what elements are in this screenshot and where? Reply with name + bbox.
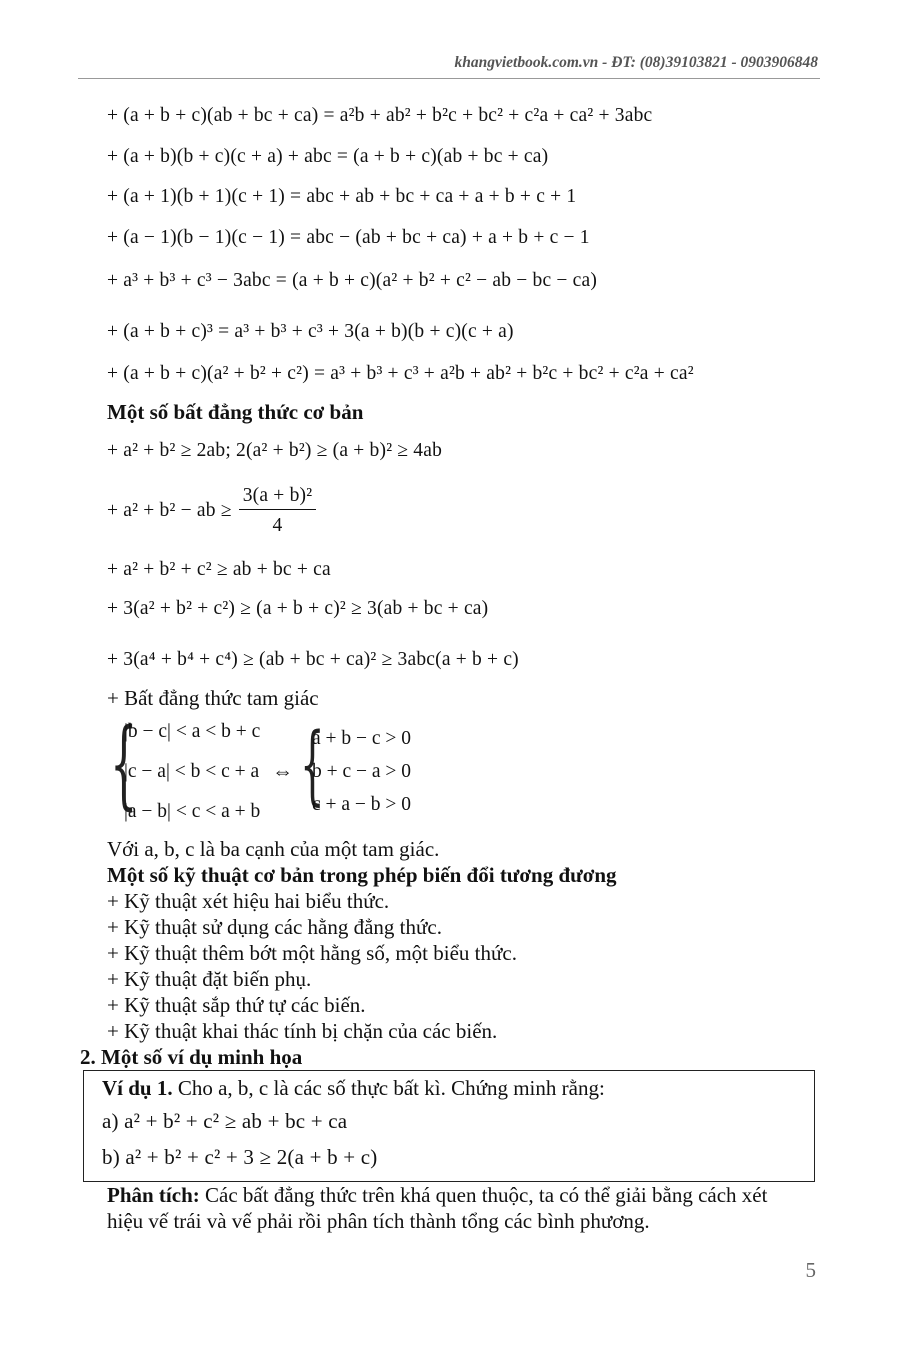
identity-5: + a³ + b³ + c³ − 3abc = (a + b + c)(a² + b² + c² − ab − bc − ca) <box>107 270 598 291</box>
triangle-left-3: |a − b| < c < a + b <box>124 801 261 822</box>
identity-2: + (a + b)(b + c)(c + a) + abc = (a + b + c)(ab + bc + ca) <box>107 146 549 167</box>
inequality-3: + a² + b² + c² ≥ ab + bc + ca <box>107 559 331 580</box>
technique-1: + Kỹ thuật xét hiệu hai biểu thức. <box>107 889 390 913</box>
triangle-right-2: b + c − a > 0 <box>312 761 412 782</box>
inequality-2-lhs: + a² + b² − ab ≥ <box>107 499 232 521</box>
triangle-label: + Bất đẳng thức tam giác <box>107 686 319 710</box>
inequality-4: + 3(a² + b² + c²) ≥ (a + b + c)² ≥ 3(ab + bc + ca) <box>107 598 489 619</box>
example-label: Ví dụ 1. <box>102 1076 173 1100</box>
example-text: Cho a, b, c là các số thực bất kì. Chứng minh rằng: <box>177 1076 605 1100</box>
triangle-left-1: |b − c| < a < b + c <box>124 721 261 742</box>
triangle-left-2: |c − a| < b < c + a <box>124 761 260 782</box>
triangle-right-1: a + b − c > 0 <box>312 728 412 749</box>
technique-6: + Kỹ thuật khai thác tính bị chặn của các biến. <box>107 1019 498 1043</box>
technique-4: + Kỹ thuật đặt biến phụ. <box>107 967 312 991</box>
right-brace: { <box>300 715 325 815</box>
technique-2: + Kỹ thuật sử dụng các hằng đẳng thức. <box>107 915 442 939</box>
identity-6: + (a + b + c)³ = a³ + b³ + c³ + 3(a + b)(b + c)(c + a) <box>107 321 514 342</box>
triangle-note: Với a, b, c là ba cạnh của một tam giác. <box>107 837 440 861</box>
example-part-a: a) a² + b² + c² ≥ ab + bc + ca <box>102 1109 348 1133</box>
page-header: khangvietbook.com.vn - ĐT: (08)39103821 - 0903906848 <box>454 54 818 71</box>
page-number: 5 <box>805 1258 816 1282</box>
identity-3: + (a + 1)(b + 1)(c + 1) = abc + ab + bc + ca + a + b + c + 1 <box>107 186 577 207</box>
analysis-line-2: hiệu vế trái và vế phải rồi phân tích thành tổng các bình phương. <box>107 1209 650 1233</box>
analysis-line-1 <box>107 1185 767 1206</box>
inequality-2-fraction <box>239 486 317 535</box>
fraction-denominator: 4 <box>272 514 283 536</box>
technique-3: + Kỹ thuật thêm bớt một hằng số, một biểu thức. <box>107 941 517 965</box>
technique-5: + Kỹ thuật sắp thứ tự các biến. <box>107 993 366 1017</box>
identity-1: + (a + b + c)(ab + bc + ca) = a²b + ab² + b²c + bc² + c²a + ca² + 3abc <box>107 105 653 126</box>
example-box <box>83 1070 815 1182</box>
inequalities-heading: Một số bất đẳng thức cơ bản <box>107 400 364 424</box>
inequality-1: + a² + b² ≥ 2ab; 2(a² + b²) ≥ (a + b)² ≥ 4ab <box>107 440 443 461</box>
identity-7: + (a + b + c)(a² + b² + c²) = a³ + b³ + c³ + a²b + ab² + b²c + bc² + c²a + ca² <box>107 363 694 384</box>
identity-4: + (a − 1)(b − 1)(c − 1) = abc − (ab + bc + ca) + a + b + c − 1 <box>107 227 590 248</box>
section-2-heading: 2. Một số ví dụ minh họa <box>80 1045 303 1069</box>
example-part-b: b) a² + b² + c² + 3 ≥ 2(a + b + c) <box>102 1145 378 1169</box>
fraction-numerator: 3(a + b)² <box>239 486 317 510</box>
techniques-heading: Một số kỹ thuật cơ bản trong phép biến đổi tương đương <box>107 863 617 887</box>
header-divider <box>78 78 820 79</box>
inequality-2 <box>107 486 316 535</box>
analysis-label: Phân tích: <box>107 1183 200 1207</box>
example-statement <box>102 1078 605 1099</box>
triangle-right-3: c + a − b > 0 <box>312 794 412 815</box>
left-brace: { <box>110 708 138 820</box>
equivalence-symbol: ⇔ <box>272 759 293 783</box>
analysis-text-1: Các bất đẳng thức trên khá quen thuộc, ta có thể giải bằng cách xét <box>205 1183 768 1207</box>
inequality-5: + 3(a⁴ + b⁴ + c⁴) ≥ (ab + bc + ca)² ≥ 3abc(a + b + c) <box>107 649 519 670</box>
